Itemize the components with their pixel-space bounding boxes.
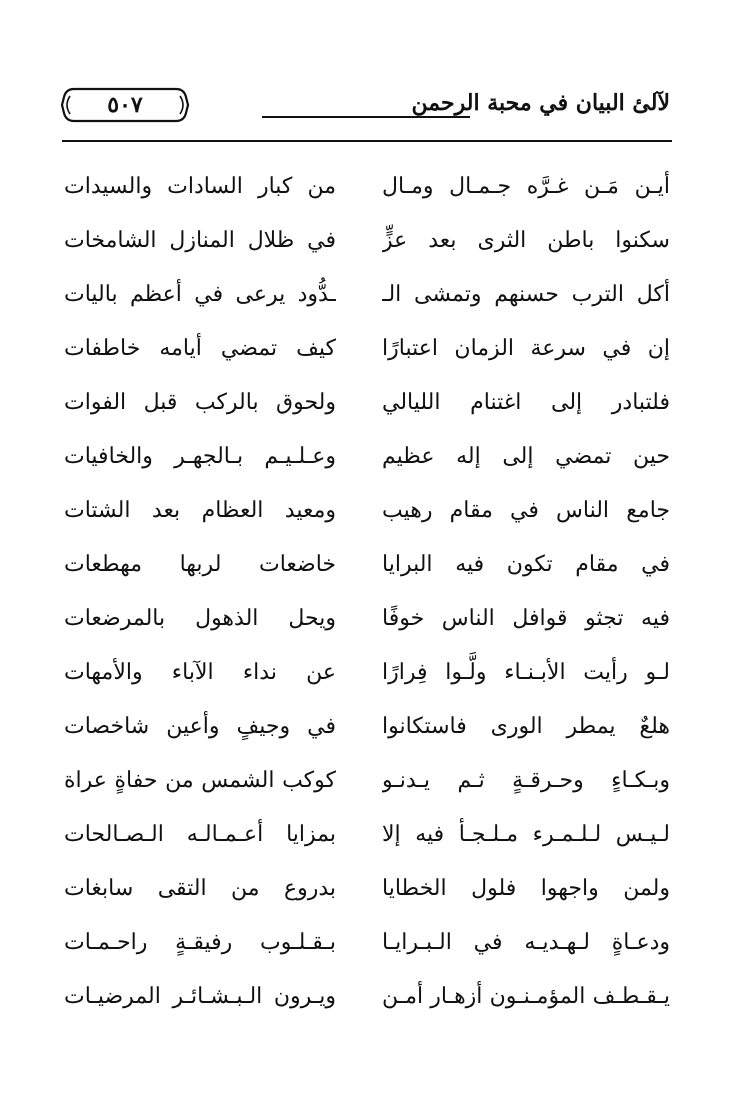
verse [62, 268, 672, 322]
verse-first-half: أيـن مَـن غـرَّه جـمـال ومـال [382, 174, 670, 199]
verse-first-half: لـو رأيت الأبـنـاء ولَّـوا فِرارًا [382, 660, 670, 685]
verse-first-half: فلتبادر إلى اغتنام الليالي [382, 390, 670, 415]
book-title: لآلئ البيان في محبة الرحمن [411, 90, 670, 116]
verse [62, 754, 672, 808]
verse [62, 484, 672, 538]
verse-second-half: ويـرون الـبـشـائـر المرضيـات [64, 984, 336, 1009]
verse-first-half: يـقـطـف المؤمـنـون أزهـار أمـن [382, 984, 670, 1009]
verse-first-half: وبـكـاءٍ وحـرقـةٍ ثـم يـدنـو [382, 768, 670, 793]
verse [62, 160, 672, 214]
verse [62, 214, 672, 268]
verse [62, 592, 672, 646]
verse-second-half: في ظلال المنازل الشامخات [64, 228, 336, 253]
verse-second-half: في وجيفٍ وأعين شاخصات [64, 714, 336, 739]
verse-second-half: ومعيد العظام بعد الشتات [64, 498, 336, 523]
verse-second-half: خاضعات لربها مهطعات [64, 552, 336, 577]
header-divider [62, 140, 672, 142]
verse-second-half: بدروع من التقى سابغات [64, 876, 336, 901]
page-number-badge [60, 87, 190, 123]
verse-first-half: جامع الناس في مقام رهيب [382, 498, 670, 523]
verse [62, 322, 672, 376]
verse-first-half: ودعـاةٍ لـهـديـه في الـبـرايـا [382, 930, 670, 955]
verse [62, 862, 672, 916]
page-number: ٥٠٧ [107, 92, 143, 118]
verse [62, 430, 672, 484]
verse-first-half: سكنوا باطن الثرى بعد عزٍّ [382, 228, 670, 253]
verse-first-half: حين تمضي إلى إله عظيم [382, 444, 670, 469]
verse-second-half: ولحوق بالركب قبل الفوات [64, 390, 336, 415]
verse-second-half: كيف تمضي أيامه خاطفات [64, 336, 336, 361]
header-rule [262, 116, 470, 118]
verse-second-half: ويحل الذهول بالمرضعات [64, 606, 336, 631]
verse-second-half: كوكب الشمس من حفاةٍ عراة [64, 768, 336, 793]
verse-second-half: وعـلـيـم بـالجهـر والخافيات [64, 444, 336, 469]
verse-second-half: بمزايا أعـمـالـه الـصـالحات [64, 822, 336, 847]
verse-first-half: ولمن واجهوا فلول الخطايا [382, 876, 670, 901]
verse [62, 916, 672, 970]
verse-first-half: في مقام تكون فيه البرايا [382, 552, 670, 577]
verse [62, 538, 672, 592]
verse-second-half: من كبار السادات والسيدات [64, 174, 336, 199]
verse [62, 970, 672, 1024]
verse-second-half: عن نداء الآباء والأمهات [64, 660, 336, 685]
verse-second-half: بـقـلـوب رفيقـةٍ راحـمـات [64, 930, 336, 955]
verse-first-half: هلعٌ يمطر الورى فاستكانوا [382, 714, 670, 739]
verse-first-half: أكل الترب حسنهم وتمشى الـ [382, 282, 670, 307]
verse [62, 808, 672, 862]
page-header [60, 82, 670, 132]
verse-first-half: إن في سرعة الزمان اعتبارًا [382, 336, 670, 361]
verse-first-half: فيه تجثو قوافل الناس خوفًا [382, 606, 670, 631]
verse [62, 646, 672, 700]
poem [62, 160, 672, 1060]
verse [62, 376, 672, 430]
verse [62, 700, 672, 754]
verse-second-half: ـدُّود يرعى في أعظم باليات [64, 282, 336, 307]
verse-first-half: لـيـس لـلـمـرء مـلـجـأ فيه إلا [382, 822, 670, 847]
